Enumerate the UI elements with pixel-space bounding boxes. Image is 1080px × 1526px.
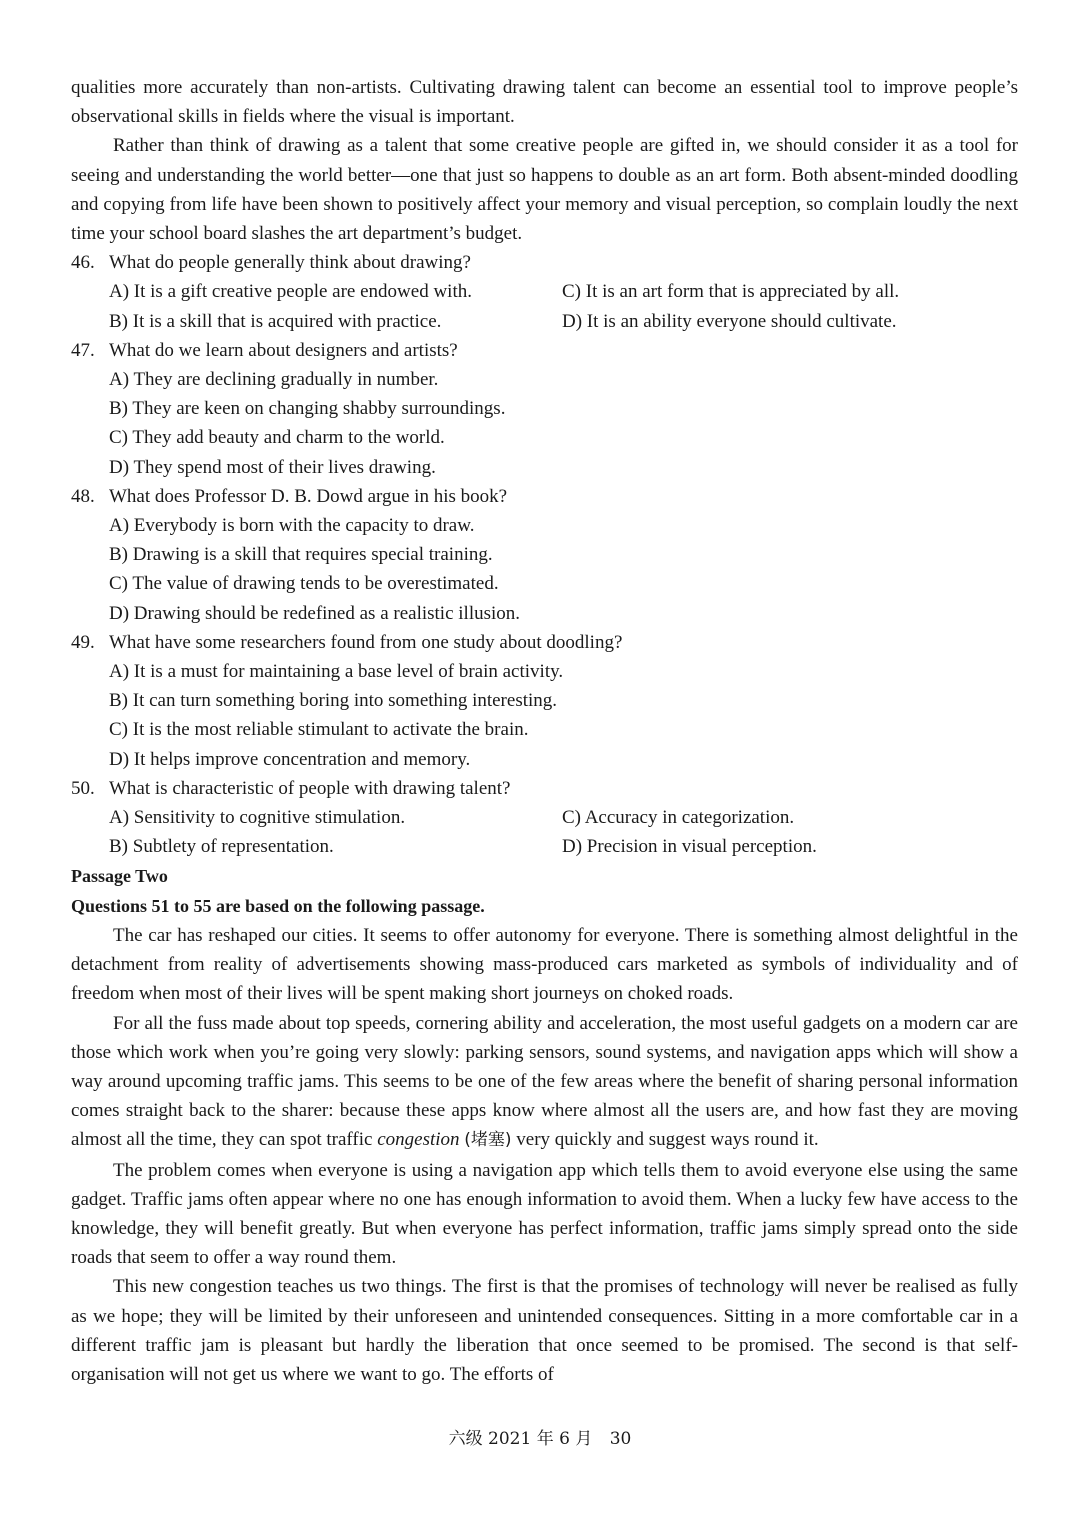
- paragraph-text: very quickly and suggest ways round it.: [511, 1129, 819, 1151]
- vocab-gloss: (堵塞): [464, 1130, 512, 1151]
- option-d: D) It helps improve concentration and memory.: [109, 748, 471, 770]
- option-a: A) It is a must for maintaining a base level of brain activity.: [109, 661, 564, 683]
- passage-two-paragraph-2: [71, 1009, 1018, 1156]
- option-b: B) Subtlety of representation.: [109, 836, 334, 858]
- question-50-options: [109, 803, 1018, 861]
- vocab-term: congestion: [377, 1129, 460, 1151]
- option-d: D) Drawing should be redefined as a realistic illusion.: [109, 602, 521, 624]
- option-a: A) It is a gift creative people are endowed with.: [109, 281, 472, 303]
- option-d: D) They spend most of their lives drawing.: [109, 456, 436, 478]
- question-46-options: [109, 277, 1018, 335]
- option-c: C) It is an art form that is appreciated by all.: [562, 281, 900, 303]
- exam-label: 六级 2021 年 6 月: [448, 1429, 593, 1449]
- question-47-options: [109, 365, 1018, 482]
- option-a: A) Sensitivity to cognitive stimulation.: [109, 807, 406, 829]
- question-48-options: [109, 511, 1018, 628]
- option-a: A) They are declining gradually in number.: [109, 369, 439, 391]
- question-text: What have some researchers found from one study about doodling?: [109, 631, 623, 653]
- question-50: [71, 774, 1018, 803]
- question-text: What do we learn about designers and artists?: [109, 339, 458, 361]
- option-d: D) It is an ability everyone should cultivate.: [562, 310, 897, 332]
- option-c: C) It is the most reliable stimulant to activate the brain.: [109, 719, 529, 741]
- option-c: C) Accuracy in categorization.: [562, 807, 795, 829]
- question-46: [71, 248, 1018, 277]
- question-number: 47.: [71, 339, 95, 361]
- option-d: D) Precision in visual perception.: [562, 836, 817, 858]
- passage-two-instruction: Questions 51 to 55 are based on the following passage.: [71, 895, 485, 916]
- question-48: [71, 482, 1018, 511]
- question-number: 48.: [71, 485, 95, 507]
- option-c: C) The value of drawing tends to be overestimated.: [109, 573, 499, 595]
- paragraph-text: For all the fuss made about top speeds, cornering ability and acceleration, the most useful gadgets on a modern car are those which work when you’re going very slowly: parking sensors, sound systems, and navigation apps which will show a way around upcoming traffic jams. This seems to be one of the few areas where the benefit of sharing personal information comes straight back to the sharer: because these apps know where almost all the users are, and how fast they are moving almost all the time, they can spot traffic: [71, 1012, 1018, 1151]
- option-b: B) It is a skill that is acquired with practice.: [109, 310, 442, 332]
- passage-two-paragraph-1: The car has reshaped our cities. It seems to offer autonomy for everyone. There is something almost delightful in the detachment from reality of advertisements showing mass-produced cars marketed as symbols of individuality and of freedom when most of their lives will be spent making short journeys on choked roads.: [71, 924, 1018, 1005]
- question-text: What do people generally think about drawing?: [109, 252, 471, 274]
- question-49-options: [109, 657, 1018, 774]
- question-text: What does Professor D. B. Dowd argue in his book?: [109, 485, 508, 507]
- passage-two-title: Passage Two: [71, 866, 168, 887]
- passage-one-paragraph-continued: qualities more accurately than non-artists. Cultivating drawing talent can become an essential tool to improve people’s observational skills in fields where the visual is important.: [71, 77, 1018, 128]
- option-b: B) It can turn something boring into something interesting.: [109, 690, 558, 712]
- option-a: A) Everybody is born with the capacity to draw.: [109, 515, 475, 537]
- question-number: 49.: [71, 631, 95, 653]
- question-text: What is characteristic of people with drawing talent?: [109, 777, 511, 799]
- question-49: [71, 628, 1018, 657]
- passage-two-paragraph-4: This new congestion teaches us two things. The first is that the promises of technology will never be realised as fully as we hope; they will be limited by their unforeseen and unintended consequences. Sitting in a more comfortable car in a different traffic jam is pleasant but hardly the liberation that once seemed to be promised. The second is that self-organisation will not get us where we want to go. The efforts of: [71, 1276, 1018, 1385]
- option-b: B) Drawing is a skill that requires special training.: [109, 544, 493, 566]
- passage-two-paragraph-3: The problem comes when everyone is using a navigation app which tells them to avoid everyone else using the same gadget. Traffic jams often appear where no one has enough information to avoid them. When a lucky few have access to the knowledge, they will benefit greatly. But when everyone has perfect information, traffic jams simply spread onto the side roads that seem to offer a way round them.: [71, 1159, 1018, 1269]
- question-number: 46.: [71, 252, 95, 274]
- question-number: 50.: [71, 777, 95, 799]
- passage-one-paragraph-last: Rather than think of drawing as a talent that some creative people are gifted in, we should consider it as a tool for seeing and understanding the world better—one that just so happens to double as an art form. Both absent-minded doodling and copying from life have been shown to positively affect your memory and visual perception, so complain loudly the next time your school board slashes the art department’s budget.: [71, 135, 1018, 245]
- page-footer: [0, 1425, 1080, 1454]
- page-number: 30: [609, 1429, 632, 1449]
- question-47: [71, 336, 1018, 365]
- option-c: C) They add beauty and charm to the world.: [109, 427, 445, 449]
- option-b: B) They are keen on changing shabby surroundings.: [109, 398, 506, 420]
- exam-page: [71, 73, 1018, 1389]
